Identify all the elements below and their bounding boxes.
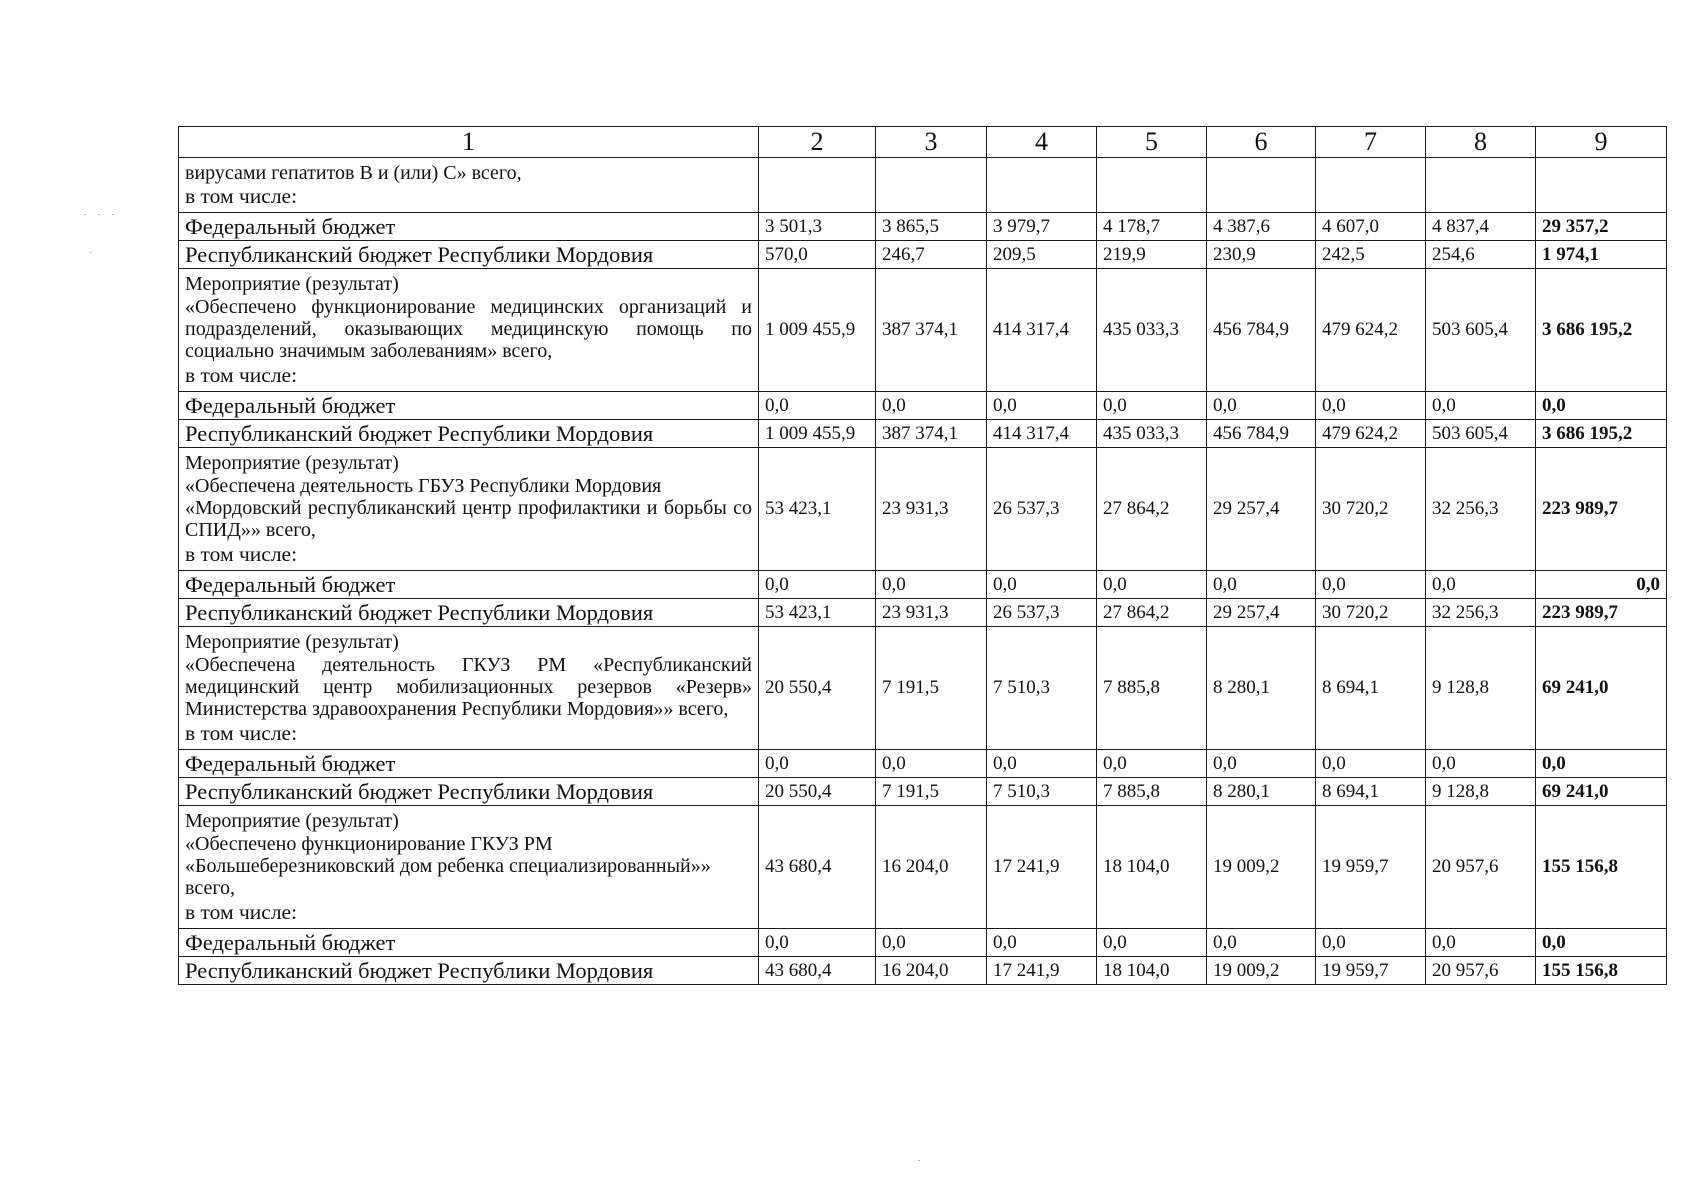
activity-description [179, 269, 759, 392]
value-cell: 0,0 [1426, 750, 1536, 778]
budget-source-label: Республиканский бюджет Республики Мордовия [179, 778, 759, 806]
description-line: Мероприятие (результат) [185, 631, 399, 654]
value-cell: 20 957,6 [1426, 806, 1536, 929]
federal-budget-row [179, 213, 1667, 241]
activity-description [179, 158, 759, 213]
description-line: всего, [185, 877, 236, 900]
value-cell: 219,9 [1097, 241, 1207, 269]
value-cell: 414 317,4 [987, 420, 1097, 448]
value-cell: 0,0 [876, 392, 987, 420]
total-cell: 3 686 195,2 [1536, 420, 1667, 448]
value-cell: 0,0 [987, 929, 1097, 957]
value-cell: 19 959,7 [1316, 957, 1426, 985]
federal-budget-row [179, 929, 1667, 957]
column-number-1: 1 [179, 127, 759, 158]
continuation-row [179, 158, 1667, 213]
value-cell: 9 128,8 [1426, 627, 1536, 750]
value-cell: 32 256,3 [1426, 448, 1536, 571]
value-cell [759, 158, 876, 213]
value-cell: 0,0 [876, 750, 987, 778]
scan-speck [112, 214, 114, 215]
value-cell: 4 178,7 [1097, 213, 1207, 241]
value-cell: 23 931,3 [876, 599, 987, 627]
value-cell: 3 865,5 [876, 213, 987, 241]
description-line: в том числе: [185, 720, 298, 745]
table-body [179, 158, 1667, 985]
description-line: «Обеспечена деятельность ГКУЗ РМ «Республиканский медицинский центр мобилизационных резервов «Резерв» Министерства здравоохранения Республики Мордовия»» всего, [185, 653, 752, 721]
value-cell: 8 694,1 [1316, 778, 1426, 806]
description-line: Мероприятие (результат) [185, 273, 399, 296]
value-cell: 0,0 [1207, 392, 1316, 420]
value-cell: 7 885,8 [1097, 778, 1207, 806]
value-cell: 242,5 [1316, 241, 1426, 269]
value-cell: 16 204,0 [876, 806, 987, 929]
description-line: «Обеспечено функционирование ГКУЗ РМ [185, 832, 553, 855]
value-cell: 0,0 [876, 571, 987, 599]
value-cell: 503 605,4 [1426, 269, 1536, 392]
value-cell: 0,0 [987, 750, 1097, 778]
value-cell: 0,0 [1316, 929, 1426, 957]
value-cell: 387 374,1 [876, 420, 987, 448]
value-cell: 8 694,1 [1316, 627, 1426, 750]
total-cell: 0,0 [1536, 571, 1667, 599]
budget-source-label: Республиканский бюджет Республики Мордовия [179, 241, 759, 269]
value-cell: 43 680,4 [759, 806, 876, 929]
value-cell: 0,0 [1207, 750, 1316, 778]
federal-budget-row [179, 750, 1667, 778]
budget-source-label: Федеральный бюджет [179, 392, 759, 420]
value-cell: 3 501,3 [759, 213, 876, 241]
republican-budget-row [179, 957, 1667, 985]
republican-budget-row [179, 778, 1667, 806]
value-cell: 503 605,4 [1426, 420, 1536, 448]
value-cell: 0,0 [759, 571, 876, 599]
value-cell: 0,0 [987, 571, 1097, 599]
value-cell: 18 104,0 [1097, 806, 1207, 929]
column-number-5: 5 [1097, 127, 1207, 158]
value-cell: 435 033,3 [1097, 269, 1207, 392]
value-cell: 0,0 [1207, 929, 1316, 957]
value-cell: 0,0 [1097, 750, 1207, 778]
value-cell: 456 784,9 [1207, 420, 1316, 448]
description-line: в том числе: [185, 362, 298, 387]
column-number-8: 8 [1426, 127, 1536, 158]
value-cell: 435 033,3 [1097, 420, 1207, 448]
column-number-3: 3 [876, 127, 987, 158]
scan-speck [98, 214, 100, 215]
total-cell: 1 974,1 [1536, 241, 1667, 269]
value-cell: 16 204,0 [876, 957, 987, 985]
value-cell: 3 979,7 [987, 213, 1097, 241]
value-cell: 53 423,1 [759, 599, 876, 627]
value-cell: 20 957,6 [1426, 957, 1536, 985]
budget-source-label: Федеральный бюджет [179, 213, 759, 241]
value-cell: 32 256,3 [1426, 599, 1536, 627]
activity-row [179, 627, 1667, 750]
value-cell: 0,0 [759, 750, 876, 778]
total-cell: 155 156,8 [1536, 806, 1667, 929]
value-cell: 26 537,3 [987, 599, 1097, 627]
value-cell [987, 158, 1097, 213]
value-cell [1316, 158, 1426, 213]
value-cell: 0,0 [1097, 392, 1207, 420]
total-cell: 69 241,0 [1536, 627, 1667, 750]
value-cell [1097, 158, 1207, 213]
description-line: в том числе: [185, 541, 298, 566]
column-number-4: 4 [987, 127, 1097, 158]
value-cell: 53 423,1 [759, 448, 876, 571]
column-number-9: 9 [1536, 127, 1667, 158]
value-cell: 7 510,3 [987, 627, 1097, 750]
value-cell: 7 885,8 [1097, 627, 1207, 750]
description-line: «Обеспечена деятельность ГБУЗ Республики Мордовия [185, 474, 662, 497]
value-cell: 0,0 [1426, 392, 1536, 420]
activity-description [179, 627, 759, 750]
value-cell: 246,7 [876, 241, 987, 269]
value-cell: 0,0 [1097, 929, 1207, 957]
description-line: Мероприятие (результат) [185, 452, 399, 475]
description-line: в том числе: [185, 899, 298, 924]
column-number-row [179, 127, 1667, 158]
value-cell: 0,0 [987, 392, 1097, 420]
value-cell: 230,9 [1207, 241, 1316, 269]
value-cell: 19 009,2 [1207, 806, 1316, 929]
value-cell: 18 104,0 [1097, 957, 1207, 985]
budget-source-label: Республиканский бюджет Республики Мордовия [179, 599, 759, 627]
description-line: вирусами гепатитов В и (или) С» всего, [185, 161, 522, 184]
column-number-7: 7 [1316, 127, 1426, 158]
value-cell: 1 009 455,9 [759, 420, 876, 448]
value-cell: 19 959,7 [1316, 806, 1426, 929]
value-cell: 254,6 [1426, 241, 1536, 269]
description-line: «Обеспечено функционирование медицинских организаций и подразделений, оказывающих медицинскую помощь по социально значимым заболеваниям» всего, [185, 295, 752, 363]
value-cell: 570,0 [759, 241, 876, 269]
value-cell: 0,0 [1426, 571, 1536, 599]
budget-source-label: Федеральный бюджет [179, 929, 759, 957]
value-cell: 0,0 [759, 929, 876, 957]
total-cell: 3 686 195,2 [1536, 269, 1667, 392]
total-cell: 223 989,7 [1536, 599, 1667, 627]
activity-description [179, 806, 759, 929]
value-cell: 7 191,5 [876, 627, 987, 750]
scan-speck [90, 252, 92, 253]
value-cell: 0,0 [876, 929, 987, 957]
value-cell [1426, 158, 1536, 213]
total-cell: 223 989,7 [1536, 448, 1667, 571]
value-cell [876, 158, 987, 213]
value-cell: 0,0 [1316, 392, 1426, 420]
activity-row [179, 448, 1667, 571]
value-cell: 20 550,4 [759, 627, 876, 750]
total-cell: 69 241,0 [1536, 778, 1667, 806]
scan-speck [84, 214, 86, 215]
value-cell: 387 374,1 [876, 269, 987, 392]
value-cell: 0,0 [1316, 750, 1426, 778]
budget-source-label: Федеральный бюджет [179, 750, 759, 778]
value-cell: 0,0 [1316, 571, 1426, 599]
value-cell: 456 784,9 [1207, 269, 1316, 392]
value-cell [1207, 158, 1316, 213]
value-cell: 4 387,6 [1207, 213, 1316, 241]
value-cell: 20 550,4 [759, 778, 876, 806]
value-cell: 479 624,2 [1316, 269, 1426, 392]
value-cell: 414 317,4 [987, 269, 1097, 392]
federal-budget-row [179, 571, 1667, 599]
value-cell: 26 537,3 [987, 448, 1097, 571]
total-cell: 0,0 [1536, 392, 1667, 420]
value-cell: 8 280,1 [1207, 627, 1316, 750]
value-cell: 7 191,5 [876, 778, 987, 806]
budget-source-label: Республиканский бюджет Республики Мордовия [179, 420, 759, 448]
value-cell: 1 009 455,9 [759, 269, 876, 392]
budget-source-label: Федеральный бюджет [179, 571, 759, 599]
federal-budget-row [179, 392, 1667, 420]
value-cell: 30 720,2 [1316, 599, 1426, 627]
activity-row [179, 269, 1667, 392]
republican-budget-row [179, 241, 1667, 269]
total-cell: 29 357,2 [1536, 213, 1667, 241]
budget-table [178, 126, 1667, 985]
value-cell: 0,0 [1097, 571, 1207, 599]
value-cell: 27 864,2 [1097, 599, 1207, 627]
value-cell: 30 720,2 [1316, 448, 1426, 571]
total-cell: 0,0 [1536, 750, 1667, 778]
total-cell [1536, 158, 1667, 213]
value-cell: 7 510,3 [987, 778, 1097, 806]
value-cell: 17 241,9 [987, 806, 1097, 929]
column-number-2: 2 [759, 127, 876, 158]
value-cell: 43 680,4 [759, 957, 876, 985]
activity-description [179, 448, 759, 571]
total-cell: 155 156,8 [1536, 957, 1667, 985]
value-cell: 9 128,8 [1426, 778, 1536, 806]
column-number-6: 6 [1207, 127, 1316, 158]
value-cell: 209,5 [987, 241, 1097, 269]
republican-budget-row [179, 599, 1667, 627]
value-cell: 29 257,4 [1207, 448, 1316, 571]
value-cell: 4 607,0 [1316, 213, 1426, 241]
value-cell: 17 241,9 [987, 957, 1097, 985]
value-cell: 0,0 [1426, 929, 1536, 957]
description-line: в том числе: [185, 184, 298, 209]
scan-speck [918, 1160, 920, 1161]
value-cell: 479 624,2 [1316, 420, 1426, 448]
description-line: Мероприятие (результат) [185, 810, 399, 833]
value-cell: 19 009,2 [1207, 957, 1316, 985]
total-cell: 0,0 [1536, 929, 1667, 957]
description-line: «Большеберезниковский дом ребенка специализированный»» [185, 854, 711, 877]
budget-source-label: Республиканский бюджет Республики Мордовия [179, 957, 759, 985]
value-cell: 0,0 [759, 392, 876, 420]
value-cell: 0,0 [1207, 571, 1316, 599]
value-cell: 27 864,2 [1097, 448, 1207, 571]
republican-budget-row [179, 420, 1667, 448]
value-cell: 29 257,4 [1207, 599, 1316, 627]
description-line: «Мордовский республиканский центр профилактики и борьбы со СПИД»» всего, [185, 496, 752, 542]
value-cell: 4 837,4 [1426, 213, 1536, 241]
value-cell: 8 280,1 [1207, 778, 1316, 806]
value-cell: 23 931,3 [876, 448, 987, 571]
activity-row [179, 806, 1667, 929]
